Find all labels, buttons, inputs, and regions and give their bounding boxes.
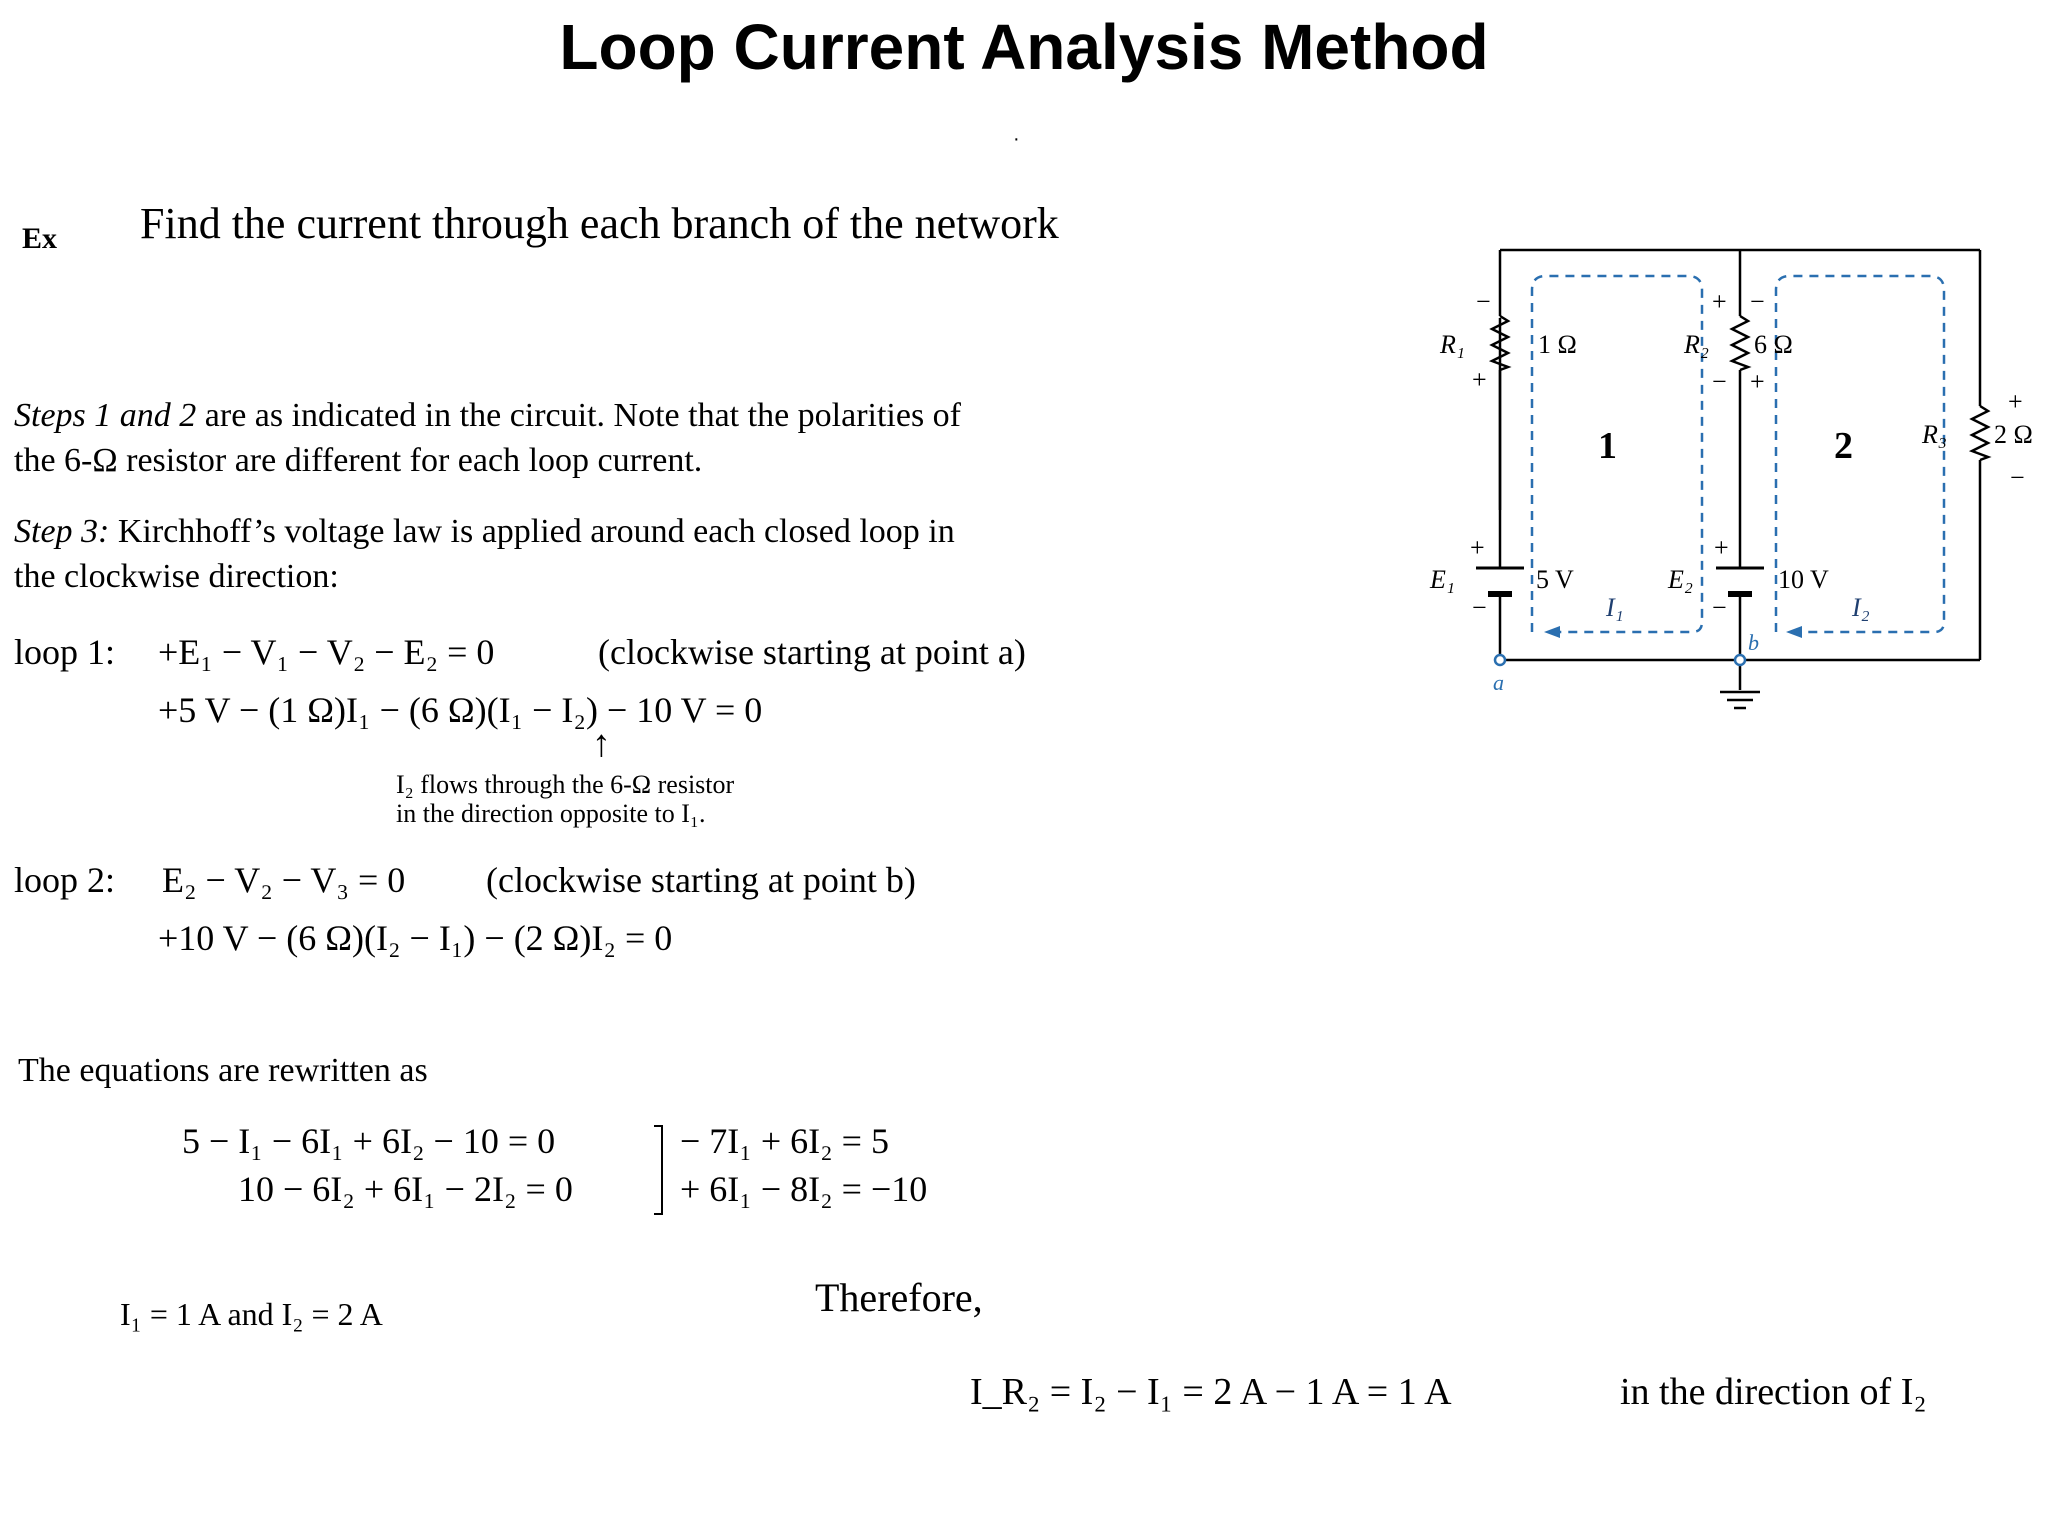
e1-label: E₁ — [1430, 565, 1455, 594]
loop1-equation: +E₁ − V₁ − V₂ − E₂ = 0 — [158, 632, 495, 672]
r2-label: R₂ — [1684, 330, 1709, 359]
annotation-line2: in the direction opposite to I₁. — [396, 799, 706, 828]
e2-label: E₂ — [1668, 565, 1693, 594]
loop1-number: 1 — [1598, 425, 1617, 467]
loop2-note: (clockwise starting at point b) — [486, 860, 916, 900]
node-a-marker — [1495, 655, 1505, 665]
e2-value: 10 V — [1778, 565, 1829, 594]
loop2-number: 2 — [1834, 425, 1853, 467]
loop2-arrow-icon — [1786, 626, 1802, 638]
e1-value: 5 V — [1536, 565, 1574, 594]
e1-minus: − — [1472, 593, 1487, 622]
i1-label: I₁ — [1606, 593, 1624, 622]
loop2-equation: E₂ − V₂ − V₃ = 0 — [162, 860, 406, 900]
loop1-label: loop 1: — [14, 632, 116, 672]
r3-minus: − — [2010, 463, 2025, 492]
r1-plus: + — [1472, 365, 1487, 394]
steps-paragraph-line1 — [14, 397, 961, 435]
r3-plus: + — [2008, 387, 2023, 416]
up-arrow-icon: ↑ — [592, 723, 611, 765]
r2-minus-bottom: − — [1712, 367, 1727, 396]
annotation-line1: I₂ flows through the 6-Ω resistor — [396, 770, 735, 799]
problem-statement: Find the current through each branch of the network — [140, 199, 1059, 248]
therefore-label: Therefore, — [815, 1275, 983, 1320]
rewritten-right-eq2: + 6I₁ − 8I₂ = −10 — [680, 1169, 928, 1209]
steps-paragraph-line2: the 6-Ω resistor are different for each loop current. — [14, 442, 703, 479]
battery-e2 — [1716, 568, 1764, 594]
page-title: Loop Current Analysis Method — [559, 11, 1489, 83]
r1-value: 1 Ω — [1538, 330, 1577, 359]
r3-label: R₃ — [1922, 420, 1947, 449]
e1-plus: + — [1470, 533, 1485, 562]
stray-dot: · — [1013, 128, 1020, 150]
step3-line2: the clockwise direction: — [14, 558, 339, 595]
r3-value: 2 Ω — [1994, 420, 2033, 449]
r1-label: R₁ — [1440, 330, 1465, 359]
rewritten-left-eq2: 10 − 6I₂ + 6I₁ − 2I₂ = 0 — [238, 1169, 573, 1209]
e2-minus: − — [1712, 593, 1727, 622]
step3-line1 — [14, 513, 955, 551]
r2-plus-bottom: + — [1750, 367, 1765, 396]
r1-minus: − — [1476, 287, 1491, 316]
node-a-label: a — [1493, 670, 1504, 695]
battery-e1 — [1476, 568, 1524, 594]
loop1-arrow-icon — [1544, 626, 1560, 638]
loop1-note: (clockwise starting at point a) — [598, 632, 1026, 672]
final-equation: I_R₂ = I₂ − I₁ = 2 A − 1 A = 1 A — [970, 1371, 1452, 1413]
step3-text: Kirchhoff’s voltage law is applied around each closed loop in — [109, 513, 955, 550]
brace-icon — [650, 1122, 670, 1218]
node-b-marker — [1735, 655, 1745, 665]
circuit-diagram — [1420, 230, 2048, 730]
solution-currents: I₁ = 1 A and I₂ = 2 A — [120, 1296, 383, 1332]
loop2-substituted-equation: +10 V − (6 Ω)(I₂ − I₁) − (2 Ω)I₂ = 0 — [158, 918, 673, 958]
loop1-substituted-equation: +5 V − (1 Ω)I₁ − (6 Ω)(I₁ − I₂) − 10 V = 0 — [158, 690, 763, 730]
rewritten-left-eq1: 5 − I₁ − 6I₁ + 6I₂ − 10 = 0 — [182, 1121, 556, 1161]
step3-label: Step 3: — [14, 513, 110, 550]
r2-plus-top: + — [1712, 287, 1727, 316]
steps-text: are as indicated in the circuit. Note that the polarities of — [196, 397, 961, 434]
rewritten-right-eq1: − 7I₁ + 6I₂ = 5 — [680, 1121, 889, 1161]
steps-label: Steps 1 and 2 — [14, 397, 197, 434]
final-direction: in the direction of I₂ — [1620, 1371, 1927, 1413]
r2-value: 6 Ω — [1754, 330, 1793, 359]
loop2-label: loop 2: — [14, 860, 116, 900]
node-b-label: b — [1748, 630, 1759, 655]
ground-icon — [1720, 692, 1760, 708]
resistor-r2 — [1732, 316, 1748, 370]
rewritten-intro: The equations are rewritten as — [18, 1052, 428, 1089]
i2-label: I₂ — [1852, 593, 1870, 622]
r2-minus-top: − — [1750, 287, 1765, 316]
resistor-r3 — [1972, 406, 1988, 460]
e2-plus: + — [1714, 533, 1729, 562]
example-label: Ex — [22, 222, 58, 255]
